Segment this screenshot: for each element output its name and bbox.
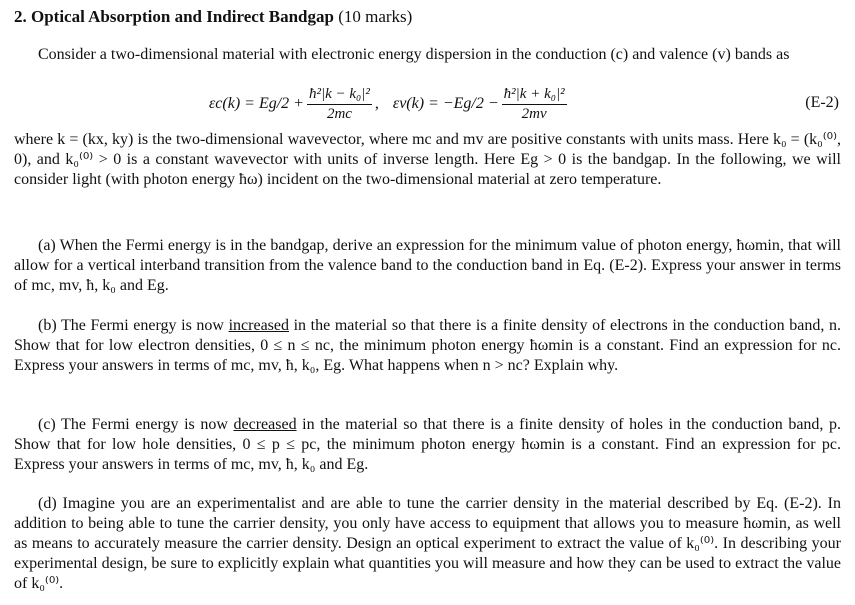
conduction-lhs: εc(k) = Eg/2 + [209, 95, 304, 112]
valence-denominator: 2mv [521, 105, 547, 122]
part-c-paragraph [14, 415, 841, 475]
part-c-pre: (c) The Fermi energy is now [38, 416, 234, 433]
valence-numerator: ħ²|k + k₀|² [502, 86, 567, 105]
definitions-paragraph: where k = (kx, ky) is the two-dimensional wavevector, where mc and mv are positive constants with units mass. Here k₀ = (k₀⁽⁰⁾, 0), and k₀⁽⁰⁾ > 0 is a constant wavevector with units of inverse length. Here Eg > 0 is the bandgap. In the following, we will consider light (with photon energy ħω) incident on the two-dimensional material at zero temperature. [14, 131, 841, 188]
conduction-numerator: ħ²|k − k₀|² [307, 86, 372, 105]
part-b-emphasis: increased [228, 317, 289, 334]
part-d-paragraph: (d) Imagine you are an experimentalist and are able to tune the carrier density in the material described by Eq. (E-2). In addition to being able to tune the carrier density, you only have access to equipment that allows you to measure ħωmin, as well as means to accurately measure the carrier density. Design an optical experiment to extract the value of k₀⁽⁰⁾. In describing your experimental design, be sure to explicitly explain what quantities you will measure and how they can be used to extract the value of k₀⁽⁰⁾. [14, 495, 841, 592]
part-b-paragraph [14, 316, 841, 376]
section-number: 2. [14, 7, 27, 26]
section-marks: (10 marks) [338, 7, 413, 26]
equation-separator: , [374, 95, 379, 112]
intro-paragraph: Consider a two-dimensional material with electronic energy dispersion in the conduction (c) and valence (v) bands as [38, 46, 790, 63]
valence-fraction [502, 86, 567, 123]
equation-tag: (E-2) [805, 94, 839, 111]
part-b-post: in the material so that there is a finite density of electrons in the conduction band, n. Show that for low electron densities, 0 ≤ n ≤ nc, the minimum photon energy ħωmin is a constant. Find an expression for nc. Express your answers in terms of mc, mv, ħ, k₀, Eg. What happens when n > nc? Explain why. [14, 317, 841, 374]
section-title: Optical Absorption and Indirect Bandgap [31, 7, 334, 26]
part-c-emphasis: decreased [233, 416, 297, 433]
part-b-pre: (b) The Fermi energy is now [38, 317, 229, 334]
conduction-fraction [307, 86, 372, 123]
equation-e2 [14, 82, 841, 126]
conduction-denominator: 2mc [326, 105, 352, 122]
section-heading [14, 7, 412, 27]
part-a-paragraph: (a) When the Fermi energy is in the bandgap, derive an expression for the minimum value of photon energy, ħωmin, that will allow for a vertical interband transition from the valence band to the conduction band in Eq. (E-2). Express your answer in terms of mc, mv, ħ, k₀ and Eg. [14, 237, 841, 294]
equation-body [209, 82, 570, 126]
valence-lhs: εv(k) = −Eg/2 − [392, 95, 499, 112]
part-c-post: in the material so that there is a finite density of holes in the conduction band, p. Show that for low hole densities, 0 ≤ p ≤ pc, the minimum photon energy ħωmin is a constant. Find an expression for pc. Express your answers in terms of mc, mv, ħ, k₀ and Eg. [14, 416, 842, 473]
